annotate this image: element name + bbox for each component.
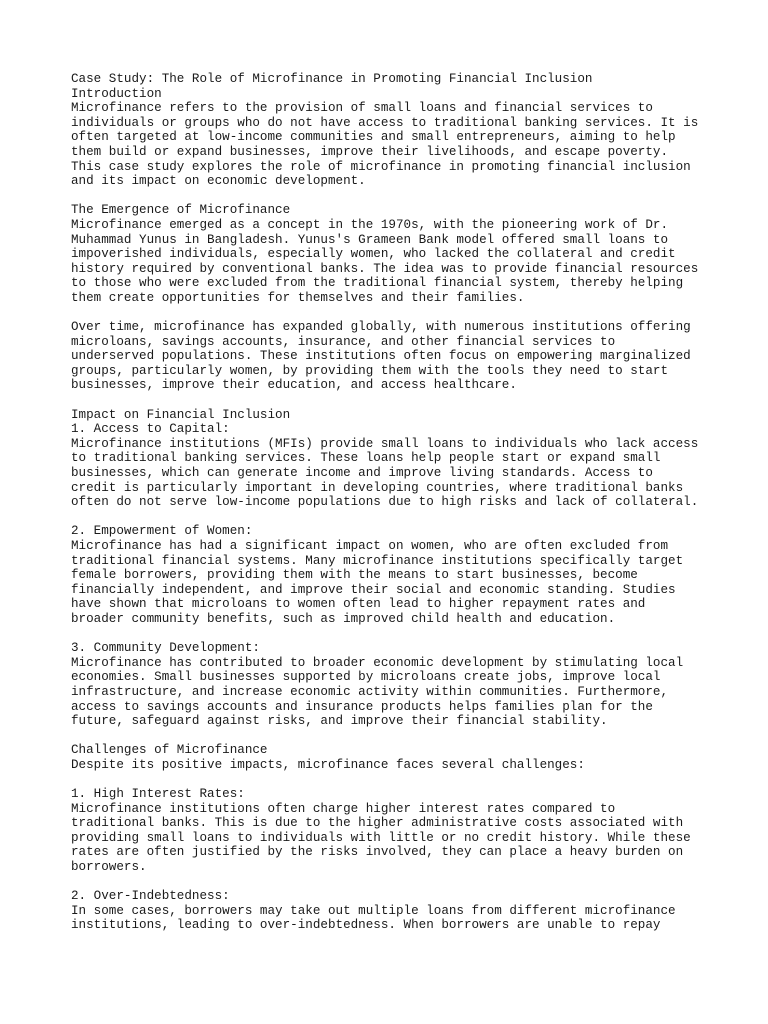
emergence-paragraph-1 [71,218,731,306]
intro-heading: Introduction [71,86,162,101]
text-line: Over time, microfinance has expanded globally, with numerous institutions offering [71,320,691,335]
spacer [71,729,731,744]
challenges-heading: Challenges of Microfinance [71,743,268,758]
spacer [71,773,731,788]
text-line: borrowers. [71,860,147,875]
challenges-subheading-2: 2. Over-Indebtedness: [71,889,230,904]
impact-subheading-1: 1. Access to Capital: [71,422,230,437]
spacer [71,875,731,890]
text-line: traditional financial systems. Many microfinance institutions specifically target [71,553,684,568]
intro-paragraph [71,101,731,189]
impact-subheading-3: 3. Community Development: [71,641,260,656]
text-line: individuals or groups who do not have access to traditional banking services. It is [71,115,699,130]
text-line: credit is particularly important in developing countries, where traditional banks [71,480,684,495]
challenges-paragraph-2 [71,904,731,933]
text-line: history required by conventional banks. The idea was to provide financial resources [71,261,699,276]
text-line: Muhammad Yunus in Bangladesh. Yunus's Grameen Bank model offered small loans to [71,232,669,247]
spacer [71,189,731,204]
text-line: Microfinance institutions often charge higher interest rates compared to [71,801,616,816]
text-line: and its impact on economic development. [71,174,366,189]
impact-subheading-2: 2. Empowerment of Women: [71,524,253,539]
impact-heading: Impact on Financial Inclusion [71,407,291,422]
text-line: often targeted at low-income communities and small entrepreneurs, aiming to help [71,130,676,145]
emergence-heading: The Emergence of Microfinance [71,203,291,218]
text-line: Microfinance has had a significant impact on women, who are often excluded from [71,539,669,553]
document-page [71,72,731,933]
text-line: infrastructure, and increase economic activity within communities. Furthermore, [71,684,669,699]
text-line: groups, particularly women, by providing them with the tools they need to start [71,363,669,378]
text-line: Microfinance emerged as a concept in the 1970s, with the pioneering work of Dr. [71,217,669,232]
text-line: impoverished individuals, especially women, who lacked the collateral and credit [71,247,676,262]
impact-paragraph-3 [71,656,731,729]
text-line: This case study explores the role of microfinance in promoting financial inclusion [71,159,691,174]
text-line: Microfinance has contributed to broader economic development by stimulating local [71,655,684,670]
spacer [71,393,731,408]
spacer [71,510,731,525]
text-line: female borrowers, providing them with the means to start businesses, become [71,568,638,583]
text-line: them build or expand businesses, improve their livelihoods, and escape poverty. [71,144,669,159]
text-line: to traditional banking services. These loans help people start or expand small [71,451,661,466]
impact-paragraph-2 [71,539,731,627]
text-line: In some cases, borrowers may take out multiple loans from different microfinance [71,903,676,918]
text-line: to those who were excluded from the traditional financial system, thereby helping [71,276,684,291]
spacer [71,306,731,321]
text-line: businesses, improve their education, and access healthcare. [71,378,517,393]
challenges-paragraph-1 [71,802,731,875]
text-line: economies. Small businesses supported by microloans create jobs, improve local [71,670,661,685]
text-line: underserved populations. These institutions often focus on empowering marginalized [71,349,691,364]
text-line: access to savings accounts and insurance products helps families plan for the [71,699,653,714]
emergence-paragraph-2 [71,320,731,393]
spacer [71,627,731,642]
text-line: providing small loans to individuals with little or no credit history. While these [71,830,691,845]
challenges-subheading-1: 1. High Interest Rates: [71,787,245,802]
impact-paragraph-1 [71,437,731,510]
challenges-intro: Despite its positive impacts, microfinance faces several challenges: [71,757,585,772]
text-line: microloans, savings accounts, insurance, and other financial services to [71,334,616,349]
document-title: Case Study: The Role of Microfinance in Promoting Financial Inclusion [71,72,593,86]
text-line: have shown that microloans to women often lead to higher repayment rates and [71,597,646,612]
text-line: institutions, leading to over-indebtedness. When borrowers are unable to repay [71,918,661,933]
text-line: often do not serve low-income populations due to high risks and lack of collateral. [71,495,699,510]
text-line: Microfinance refers to the provision of small loans and financial services to [71,101,653,116]
text-line: businesses, which can generate income and improve living standards. Access to [71,466,653,481]
text-line: rates are often justified by the risks involved, they can place a heavy burden on [71,845,684,860]
text-line: financially independent, and improve their social and economic standing. Studies [71,582,676,597]
text-line: traditional banks. This is due to the higher administrative costs associated with [71,816,684,831]
text-line: future, safeguard against risks, and improve their financial stability. [71,714,608,729]
text-line: Microfinance institutions (MFIs) provide small loans to individuals who lack access [71,436,699,451]
text-line: broader community benefits, such as improved child health and education. [71,611,616,626]
text-line: them create opportunities for themselves and their families. [71,290,525,305]
